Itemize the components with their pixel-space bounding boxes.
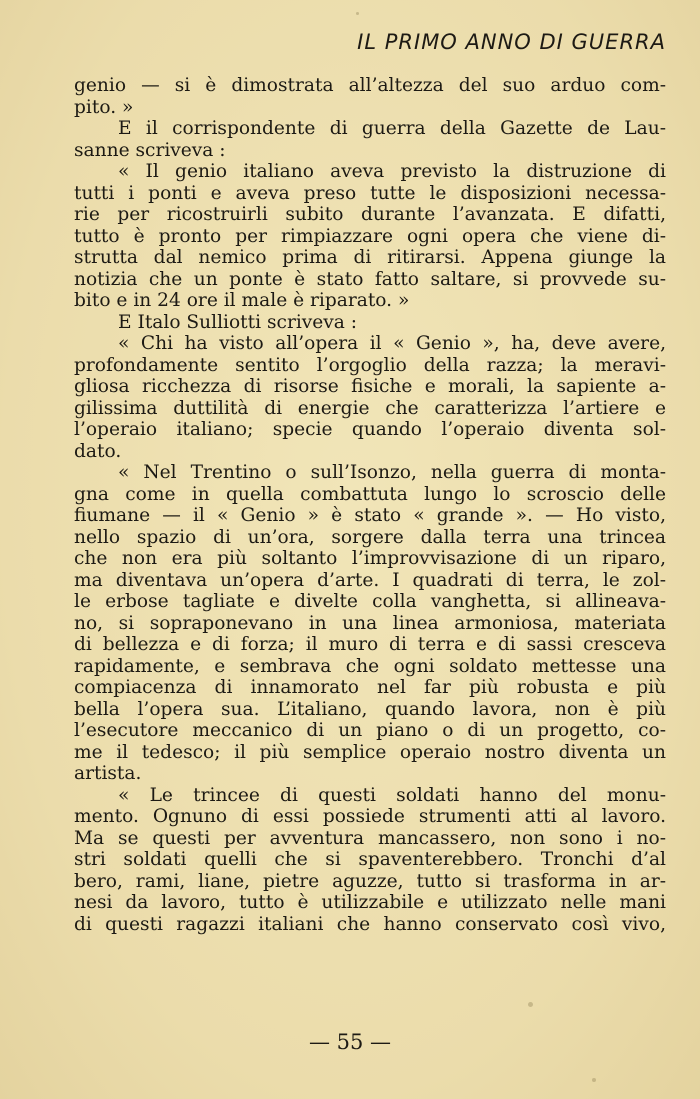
text-line: no, si sopraponevano in una linea armoniosa, materiata [74,612,666,634]
text-line: nesi da lavoro, tutto è utilizzabile e utilizzato nelle mani [74,892,666,913]
text-line: tutti i ponti e aveva preso tutte le disposizioni necessa- [74,182,666,204]
text-line: fiumane — il « Genio » è stato « grande ». — Ho visto, [74,505,666,526]
running-head: IL PRIMO ANNO DI GUERRA [357,30,666,54]
text-line: « Le trincee di questi soldati hanno del monu- [118,784,666,806]
text-line: pito. » [74,96,134,118]
text-line: l’esecutore meccanico di un piano o di un progetto, co- [74,720,666,741]
text-line: E il corrispondente di guerra della Gazette de Lau- [118,118,666,139]
text-line: « Chi ha visto all’opera il « Genio », ha, deve avere, [118,333,666,354]
page-number: — 55 — [308,1030,392,1054]
body-text [74,75,666,935]
text-line: genio — si è dimostrata all’altezza del suo arduo com- [74,75,666,96]
text-line: bito e in 24 ore il male è riparato. » [74,290,410,311]
text-line: stri soldati quelli che si spaventerebbero. Tronchi d’al [74,849,666,870]
text-line: strutta dal nemico prima di ritirarsi. Appena giunge la [74,247,666,268]
text-line: mento. Ognuno di essi possiede strumenti atti al lavoro. [74,806,666,827]
text-line: tutto è pronto per rimpiazzare ogni opera che viene di- [74,225,666,247]
text-line: « Il genio italiano aveva previsto la distruzione di [118,161,666,182]
text-line: compiacenza di innamorato nel far più robusta e più [74,677,666,698]
text-line: nello spazio di un’ora, sorgere dalla terra una trincea [74,526,666,548]
text-line: gliosa ricchezza di risorse fisiche e morali, la sapiente a- [74,376,666,397]
text-line: bero, rami, liane, pietre aguzze, tutto si trasforma in ar- [74,870,666,892]
text-line: rie per ricostruirli subito durante l’avanzata. E difatti, [74,204,666,225]
text-line: di bellezza e di forza; il muro di terra e di sassi cresceva [74,634,666,655]
text-line: sanne scriveva : [74,139,226,161]
text-line: ma diventava un’opera d’arte. I quadrati di terra, le zol- [74,569,666,591]
text-line: profondamente sentito l’orgoglio della razza; la meravi- [74,354,666,376]
text-line: artista. [74,763,142,784]
text-line: gna come in quella combattuta lungo lo scroscio delle [74,483,666,505]
text-line: rapidamente, e sembrava che ogni soldato mettesse una [74,655,666,677]
paper-speck [528,1002,533,1007]
text-line: dato. [74,440,122,462]
text-line: che non era più soltanto l’improvvisazione di un riparo, [74,548,666,569]
text-line: notizia che un ponte è stato fatto saltare, si provvede su- [74,268,666,290]
text-line: bella l’opera sua. L’italiano, quando lavora, non è più [74,698,666,720]
text-line: E Italo Sulliotti scriveva : [118,311,358,333]
text-line: le erbose tagliate e divelte colla vanghetta, si allineava- [74,591,666,612]
text-line: di questi ragazzi italiani che hanno conservato così vivo, [74,913,666,935]
paper-speck [356,12,359,15]
text-line: l’operaio italiano; specie quando l’operaio diventa sol- [74,419,666,440]
text-line: gilissima duttilità di energie che caratterizza l’artiere e [74,397,666,419]
text-line: me il tedesco; il più semplice operaio nostro diventa un [74,741,666,763]
text-line: Ma se questi per avventura mancassero, non sono i no- [74,827,666,849]
text-line: « Nel Trentino o sull’Isonzo, nella guerra di monta- [118,462,666,483]
paper-speck [592,1078,596,1082]
